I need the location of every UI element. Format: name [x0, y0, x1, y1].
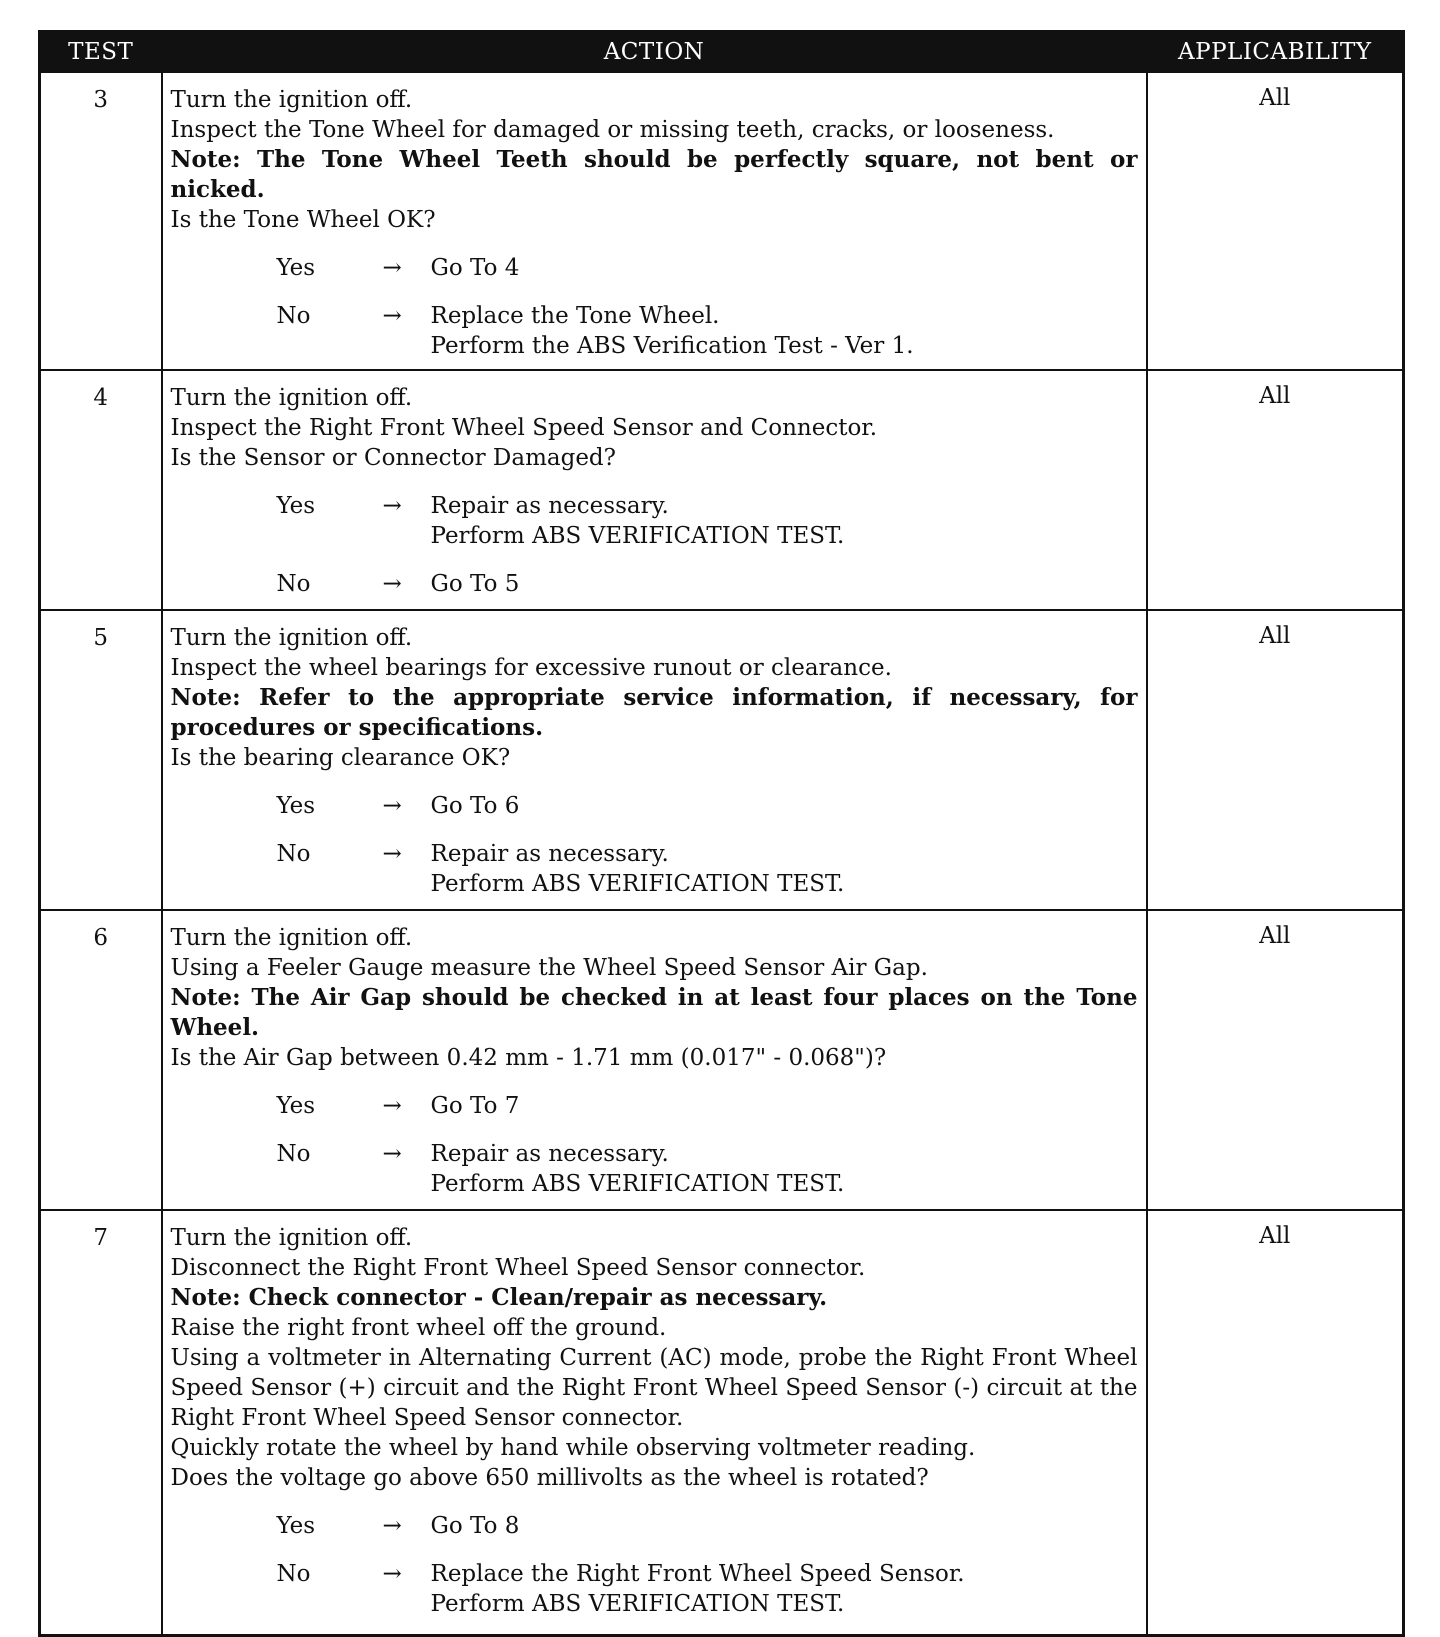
instruction-line: Turn the ignition off. — [170, 87, 413, 113]
instruction-line: Is the Tone Wheel OK? — [170, 207, 436, 233]
result-line: Go To 7 — [430, 1093, 520, 1119]
yes-response — [277, 253, 1138, 283]
test-number: 5 — [40, 610, 162, 910]
no-response — [277, 569, 1138, 599]
table-row — [40, 72, 1404, 370]
result-line: Perform the ABS Verification Test - Ver 1. — [430, 333, 914, 359]
arrow-icon: → — [382, 793, 402, 819]
no-response — [277, 301, 1138, 361]
diagnostic-table — [38, 30, 1405, 1637]
yes-label: Yes — [276, 1093, 316, 1119]
action-cell — [162, 610, 1147, 910]
header-applicability: APPLICABILITY — [1147, 32, 1404, 73]
no-response — [277, 839, 1138, 899]
result-line: Go To 8 — [430, 1513, 520, 1539]
instruction-line: Disconnect the Right Front Wheel Speed Sensor connector. — [170, 1255, 866, 1281]
action-cell — [162, 72, 1147, 370]
yes-result — [431, 253, 1138, 283]
header-action: ACTION — [162, 32, 1147, 73]
yes-label: Yes — [276, 1513, 316, 1539]
result-line: Perform ABS VERIFICATION TEST. — [430, 1591, 845, 1617]
result-line: Repair as necessary. — [430, 493, 669, 519]
applicability-value: All — [1147, 1210, 1404, 1635]
result-line: Go To 4 — [430, 255, 520, 281]
result-line: Go To 6 — [430, 793, 520, 819]
arrow-icon: → — [382, 303, 402, 329]
no-label: No — [276, 571, 311, 597]
result-line: Perform ABS VERIFICATION TEST. — [430, 523, 845, 549]
no-response — [277, 1139, 1138, 1199]
no-response — [277, 1559, 1138, 1619]
result-line: Repair as necessary. — [430, 841, 669, 867]
diagnostic-page — [38, 30, 1402, 1637]
table-row — [40, 910, 1404, 1210]
no-label: No — [276, 303, 311, 329]
no-label: No — [276, 1561, 311, 1587]
note-text: Note: The Air Gap should be checked in at least four places on the Tone Wheel. — [170, 984, 1138, 1041]
no-result — [431, 1139, 1138, 1199]
applicability-value: All — [1147, 72, 1404, 370]
instruction-line: Raise the right front wheel off the ground. — [170, 1315, 667, 1341]
test-number: 6 — [40, 910, 162, 1210]
instruction-line: Is the Sensor or Connector Damaged? — [170, 445, 616, 471]
yes-result — [431, 1091, 1138, 1121]
instruction-line: Inspect the Right Front Wheel Speed Sensor and Connector. — [170, 415, 878, 441]
test-number: 4 — [40, 370, 162, 610]
test-number: 7 — [40, 1210, 162, 1635]
yes-response — [277, 1091, 1138, 1121]
instruction-line: Turn the ignition off. — [170, 925, 413, 951]
arrow-icon: → — [382, 255, 402, 281]
arrow-icon: → — [382, 841, 402, 867]
result-line: Perform ABS VERIFICATION TEST. — [430, 871, 845, 897]
header-test: TEST — [40, 32, 162, 73]
table-body — [40, 72, 1404, 1635]
table-row — [40, 610, 1404, 910]
arrow-icon: → — [382, 571, 402, 597]
no-result — [431, 301, 1138, 361]
instruction-line: Turn the ignition off. — [170, 385, 413, 411]
result-line: Replace the Right Front Wheel Speed Sensor. — [430, 1561, 965, 1587]
no-result — [431, 839, 1138, 899]
no-result — [431, 569, 1138, 599]
action-cell — [162, 910, 1147, 1210]
note-text: Note: Check connector - Clean/repair as necessary. — [170, 1284, 828, 1311]
applicability-value: All — [1147, 610, 1404, 910]
table-row — [40, 370, 1404, 610]
no-result — [431, 1559, 1138, 1619]
instruction-line: Is the Air Gap between 0.42 mm - 1.71 mm (0.017" - 0.068")? — [170, 1045, 887, 1071]
result-line: Perform ABS VERIFICATION TEST. — [430, 1171, 845, 1197]
yes-label: Yes — [276, 793, 316, 819]
applicability-value: All — [1147, 910, 1404, 1210]
instruction-line: Quickly rotate the wheel by hand while observing voltmeter reading. — [170, 1435, 976, 1461]
instruction-line: Turn the ignition off. — [170, 625, 413, 651]
applicability-value: All — [1147, 370, 1404, 610]
yes-response — [277, 1511, 1138, 1541]
test-number: 3 — [40, 72, 162, 370]
arrow-icon: → — [382, 1141, 402, 1167]
no-label: No — [276, 841, 311, 867]
action-cell — [162, 370, 1147, 610]
yes-label: Yes — [276, 255, 316, 281]
instruction-line: Using a voltmeter in Alternating Current (AC) mode, probe the Right Front Wheel Speed Sensor (+) circuit and the Right Front Wheel Speed Sensor (-) circuit at the Right Front Wheel Speed Sensor connector. — [170, 1345, 1138, 1431]
action-cell — [162, 1210, 1147, 1635]
note-text: Note: Refer to the appropriate service information, if necessary, for procedures or specifications. — [170, 684, 1138, 741]
yes-response — [277, 791, 1138, 821]
instruction-line: Inspect the Tone Wheel for damaged or missing teeth, cracks, or looseness. — [170, 117, 1055, 143]
yes-result — [431, 791, 1138, 821]
note-text: Note: The Tone Wheel Teeth should be perfectly square, not bent or nicked. — [170, 146, 1138, 203]
instruction-line: Turn the ignition off. — [170, 1225, 413, 1251]
yes-result — [431, 1511, 1138, 1541]
arrow-icon: → — [382, 1561, 402, 1587]
table-header — [40, 32, 1404, 73]
arrow-icon: → — [382, 1093, 402, 1119]
instruction-line: Inspect the wheel bearings for excessive runout or clearance. — [170, 655, 892, 681]
yes-label: Yes — [276, 493, 316, 519]
arrow-icon: → — [382, 493, 402, 519]
instruction-line: Is the bearing clearance OK? — [170, 745, 511, 771]
result-line: Go To 5 — [430, 571, 520, 597]
instruction-line: Using a Feeler Gauge measure the Wheel Speed Sensor Air Gap. — [170, 955, 928, 981]
result-line: Repair as necessary. — [430, 1141, 669, 1167]
table-row — [40, 1210, 1404, 1635]
yes-result — [431, 491, 1138, 551]
arrow-icon: → — [382, 1513, 402, 1539]
instruction-line: Does the voltage go above 650 millivolts as the wheel is rotated? — [170, 1465, 929, 1491]
no-label: No — [276, 1141, 311, 1167]
yes-response — [277, 491, 1138, 551]
result-line: Replace the Tone Wheel. — [430, 303, 720, 329]
